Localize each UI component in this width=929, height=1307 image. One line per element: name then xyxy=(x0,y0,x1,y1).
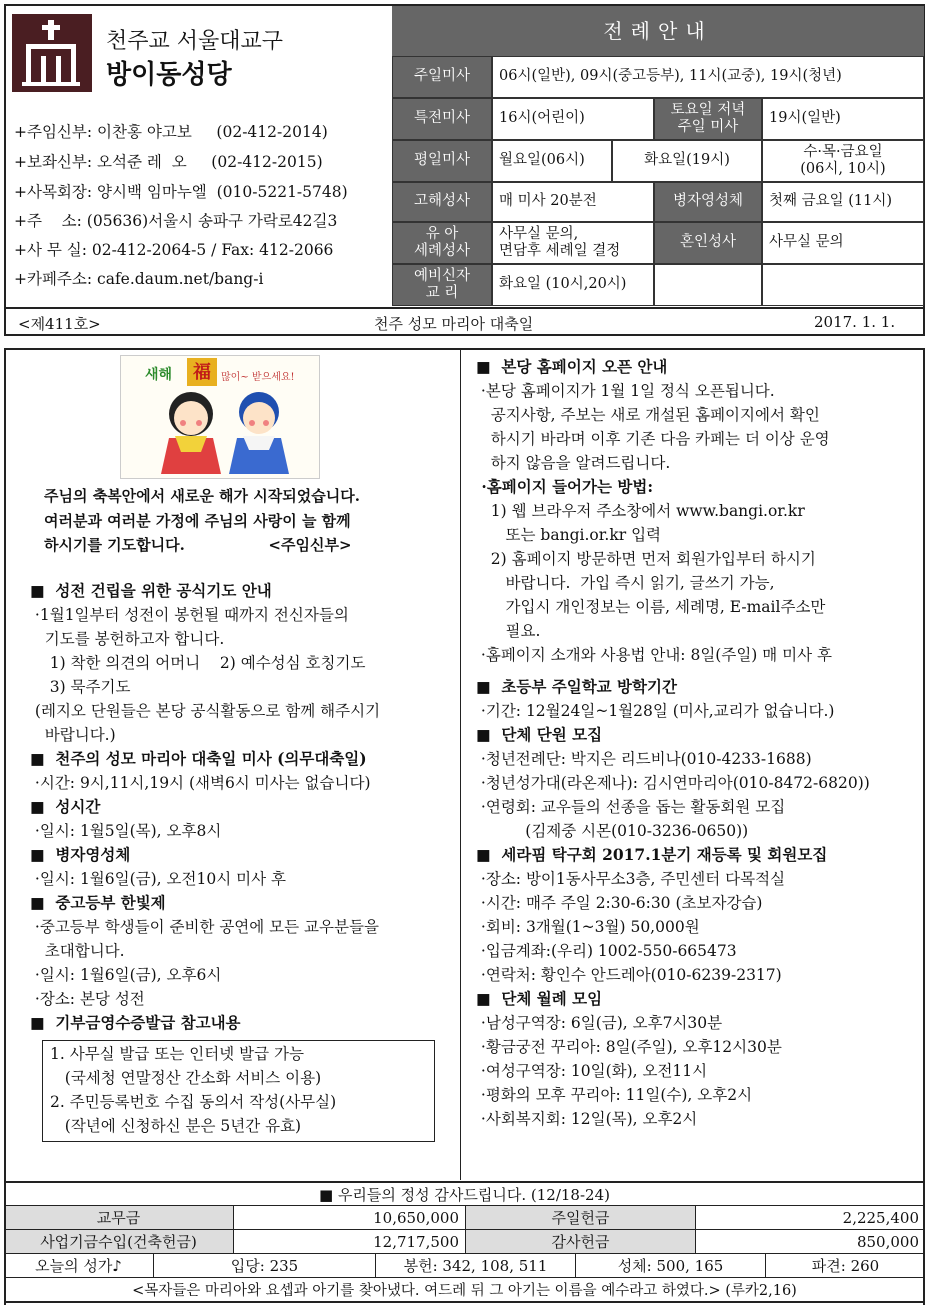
catechumen-label-1: 예비신자 xyxy=(413,267,471,284)
greeting-line-1: 주님의 축복안에서 새로운 해가 시작되었습니다. xyxy=(44,487,360,505)
right-line: 가입시 개인정보는 이름, 세례명, E-mail주소만 xyxy=(476,598,826,616)
right-line: 2) 홈페이지 방문하면 먼저 회원가입부터 하시기 xyxy=(476,550,816,568)
right-line: ·청년성가대(라온제나): 김시연마리아(010-8472-6820)) xyxy=(476,774,870,792)
wed-fri-value xyxy=(762,140,924,182)
hymn-entrance: 입당: 235 xyxy=(154,1254,376,1277)
diocese-name: 천주교 서울대교구 xyxy=(106,29,284,54)
table-left-border xyxy=(4,1181,6,1305)
sunday-value: 06시(일반), 09시(중고등부), 11시(교중), 19시(청년) xyxy=(492,56,924,98)
catechumen-label-2: 교 리 xyxy=(425,285,459,301)
catechumen-value: 화요일 (10시,20시) xyxy=(492,264,654,306)
left-heading-prayer: ■ 성전 건립을 위한 공식기도 안내 xyxy=(30,581,272,600)
building-fund-label: 사업기금수입(건축헌금) xyxy=(4,1230,234,1253)
left-line: 바랍니다.) xyxy=(30,726,116,744)
left-line: ·일시: 1월5일(목), 오후8시 xyxy=(30,822,222,840)
receipt-line: 1. 사무실 발급 또는 인터넷 발급 가능 xyxy=(50,1045,304,1063)
right-line: 하지 않음을 알려드립니다. xyxy=(476,454,671,472)
right-line: 바랍니다. 가입 즉시 읽기, 글쓰기 가능, xyxy=(476,574,775,592)
right-line: ·장소: 방이1동사무소3층, 주민센터 다목적실 xyxy=(476,870,786,888)
issue-number: <제411호> xyxy=(18,315,101,333)
right-line: ·사회복지회: 12일(목), 오후2시 xyxy=(476,1110,698,1128)
left-line: ·시간: 9시,11시,19시 (새벽6시 미사는 없습니다) xyxy=(30,774,371,792)
offering-title: ■ 우리들의 정성 감사드립니다. (12/18-24) xyxy=(319,1185,610,1204)
right-line: ·본당 홈페이지가 1월 1일 정식 오픈됩니다. xyxy=(476,382,775,400)
tithe-label: 교무금 xyxy=(4,1206,234,1229)
right-heading-school: ■ 초등부 주일학교 방학기간 xyxy=(476,677,677,696)
hymn-label: 오늘의 성가♪ xyxy=(4,1254,154,1277)
contact-council: +사목회장: 양시백 임마누엘 (010-5221-5748) xyxy=(14,183,348,201)
left-line: 1) 착한 의견의 어머니 2) 예수성심 호칭기도 xyxy=(30,654,366,672)
marriage-label: 혼인성사 xyxy=(654,222,762,264)
new-year-illustration xyxy=(120,355,320,479)
wed-fri-days: 수·목·금요일 xyxy=(803,143,883,160)
sick-communion-label: 병자영성체 xyxy=(654,182,762,222)
right-line: ·청년전례단: 박지은 리드비나(010-4233-1688) xyxy=(476,750,812,768)
right-line: ·시간: 매주 주일 2:30-6:30 (초보자강습) xyxy=(476,894,763,912)
sick-communion-value: 첫째 금요일 (11시) xyxy=(762,182,924,222)
special-value: 16시(어린이) xyxy=(492,98,654,140)
wed-fri-times: (06시, 10시) xyxy=(800,161,886,177)
sunday-offering-amount: 2,225,400 xyxy=(842,1208,919,1227)
confession-value: 매 미사 20분전 xyxy=(492,182,654,222)
left-line: 초대합니다. xyxy=(30,942,125,960)
gospel-verse: <목자들은 마리아와 요셉과 아기를 찾아냈다. 여드레 뒤 그 아기는 이름을 예수라고 하였다.> (루카2,16) xyxy=(132,1283,797,1299)
church-logo xyxy=(12,14,92,92)
left-line: ·일시: 1월6일(금), 오전10시 미사 후 xyxy=(30,870,286,888)
infant-baptism-value-1: 사무실 문의, xyxy=(499,225,579,242)
offering-title-row xyxy=(4,1181,925,1205)
right-line: ·여성구역장: 10일(화), 오전11시 xyxy=(476,1062,708,1080)
left-heading-youth: ■ 중고등부 한빛제 xyxy=(30,893,166,912)
empty-cell-2 xyxy=(762,264,924,306)
saturday-label-2: 주일 미사 xyxy=(677,119,739,135)
right-line: 공지사항, 주보는 새로 개설된 홈페이지에서 확인 xyxy=(476,406,820,424)
right-line: ·홈페이지 들어가는 방법: xyxy=(476,477,654,496)
offering-row-2 xyxy=(4,1229,925,1253)
building-fund-amount: 12,717,500 xyxy=(234,1230,466,1253)
greeting-line-3: 하시기를 기도합니다. <주임신부> xyxy=(44,536,352,554)
right-line: ·기간: 12월24일~1월28일 (미사,교리가 없습니다.) xyxy=(476,702,835,720)
right-line: ·회비: 3개월(1~3월) 50,000원 xyxy=(476,918,700,936)
sunday-offering-label: 주일헌금 xyxy=(466,1206,696,1229)
right-line: ·입금계좌:(우리) 1002-550-665473 xyxy=(476,942,737,960)
column-divider xyxy=(460,350,461,1180)
children-hanbok-icon xyxy=(141,386,311,476)
infant-baptism-value xyxy=(492,222,654,264)
confession-label: 고해성사 xyxy=(392,182,492,222)
receipt-line: (작년에 신청하신 분은 5년간 유효) xyxy=(50,1117,302,1135)
left-line: (레지오 단원들은 본당 공식활동으로 함께 해주시기 xyxy=(30,702,381,720)
parish-name: 방이동성당 xyxy=(106,60,232,90)
feast-name: 천주 성모 마리아 대축일 xyxy=(374,315,534,333)
right-heading-recruit: ■ 단체 단원 모집 xyxy=(476,725,603,744)
receipt-line: 2. 주민등록번호 수집 동의서 작성(사무실) xyxy=(50,1093,337,1111)
table-right-border xyxy=(923,1181,925,1305)
monday-value: 월요일(06시) xyxy=(492,140,612,182)
left-line: 3) 묵주기도 xyxy=(30,678,131,696)
hymn-recessional: 파견: 260 xyxy=(811,1257,880,1275)
saturday-label xyxy=(654,98,762,140)
saturday-value: 19시(일반) xyxy=(762,98,924,140)
left-heading-sick: ■ 병자영성체 xyxy=(30,845,131,864)
issue-bar xyxy=(4,307,925,335)
special-label: 특전미사 xyxy=(392,98,492,140)
greeting-line-2: 여러분과 여러분 가정에 주님의 사랑이 늘 함께 xyxy=(44,512,351,530)
right-heading-pingpong: ■ 세라핌 탁구회 2017.1분기 재등록 및 회원모집 xyxy=(476,845,828,864)
right-line: 또는 bangi.or.kr 입력 xyxy=(476,526,662,544)
banner-fortune: 福 xyxy=(187,358,217,386)
contact-assistant: +보좌신부: 오석준 레 오 (02-412-2015) xyxy=(14,153,323,171)
left-line: ·장소: 본당 성전 xyxy=(30,990,145,1008)
offering-row-1 xyxy=(4,1205,925,1229)
right-heading-meetings: ■ 단체 월례 모임 xyxy=(476,989,603,1008)
right-line: 하시기 바라며 이후 기존 다음 카페는 더 이상 운영 xyxy=(476,430,830,448)
left-line: ·1월1일부터 성전이 봉헌될 때까지 전신자들의 xyxy=(30,606,349,624)
left-heading-receipt: ■ 기부금영수증발급 참고내용 xyxy=(30,1013,241,1032)
banner-wish: 많이~ 받으세요! xyxy=(221,372,295,383)
right-line: ·남성구역장: 6일(금), 오후7시30분 xyxy=(476,1014,723,1032)
left-line: ·일시: 1월6일(금), 오후6시 xyxy=(30,966,222,984)
left-heading-holy-hour: ■ 성시간 xyxy=(30,797,101,816)
tuesday-value: 화요일(19시) xyxy=(612,140,762,182)
banner-new-year: 새해 xyxy=(145,367,173,383)
left-line: 기도를 봉헌하고자 합니다. xyxy=(30,630,225,648)
right-line: 필요. xyxy=(476,622,541,640)
infant-baptism-label xyxy=(392,222,492,264)
liturgy-title: 전례안내 xyxy=(392,6,924,56)
catechumen-label xyxy=(392,264,492,306)
right-heading-homepage: ■ 본당 홈페이지 오픈 안내 xyxy=(476,357,668,376)
tithe-amount: 10,650,000 xyxy=(234,1206,466,1229)
infant-baptism-value-2: 면담후 세례일 결정 xyxy=(499,243,621,259)
issue-date: 2017. 1. 1. xyxy=(814,313,896,331)
contact-address: +주 소: (05636)서울시 송파구 가락로42길3 xyxy=(14,212,338,230)
right-line: ·황금궁전 꾸리아: 8일(주일), 오후12시30분 xyxy=(476,1038,782,1056)
infant-baptism-label-2: 세례성사 xyxy=(413,243,471,259)
sunday-label: 주일미사 xyxy=(392,56,492,98)
left-line: ·중고등부 학생들이 준비한 공연에 모든 교우분들을 xyxy=(30,918,379,936)
hymn-row xyxy=(4,1253,925,1277)
right-line: ·홈페이지 소개와 사용법 안내: 8일(주일) 매 미사 후 xyxy=(476,646,833,664)
receipt-line: (국세청 연말정산 간소화 서비스 이용) xyxy=(50,1069,322,1087)
marriage-value: 사무실 문의 xyxy=(762,222,924,264)
hymn-offertory: 봉헌: 342, 108, 511 xyxy=(376,1254,576,1277)
weekday-label: 평일미사 xyxy=(392,140,492,182)
contact-office: +사 무 실: 02-412-2064-5 / Fax: 412-2066 xyxy=(14,241,334,259)
thanks-offering-label: 감사헌금 xyxy=(466,1230,696,1253)
saturday-label-1: 토요일 저녁 xyxy=(670,101,746,118)
hymn-communion: 성체: 500, 165 xyxy=(576,1254,766,1277)
right-line: ·평화의 모후 꾸리아: 11일(수), 오후2시 xyxy=(476,1086,753,1104)
empty-cell-1 xyxy=(654,264,762,306)
right-line: ·연령회: 교우들의 선종을 돕는 활동회원 모집 xyxy=(476,798,786,816)
contact-pastor: +주임신부: 이찬홍 야고보 (02-412-2014) xyxy=(14,123,328,141)
right-line: (김제중 시몬(010-3236-0650)) xyxy=(476,822,749,840)
right-line: ·연락처: 황인수 안드레아(010-6239-2317) xyxy=(476,966,782,984)
infant-baptism-label-1: 유 아 xyxy=(425,225,459,242)
verse-row xyxy=(4,1277,925,1303)
thanks-offering-amount: 850,000 xyxy=(856,1232,919,1251)
left-heading-solemnity: ■ 천주의 성모 마리아 대축일 미사 (의무대축일) xyxy=(30,749,367,768)
contact-cafe: +카페주소: cafe.daum.net/bang-i xyxy=(14,270,264,288)
right-line: 1) 웹 브라우저 주소창에서 www.bangi.or.kr xyxy=(476,502,805,520)
